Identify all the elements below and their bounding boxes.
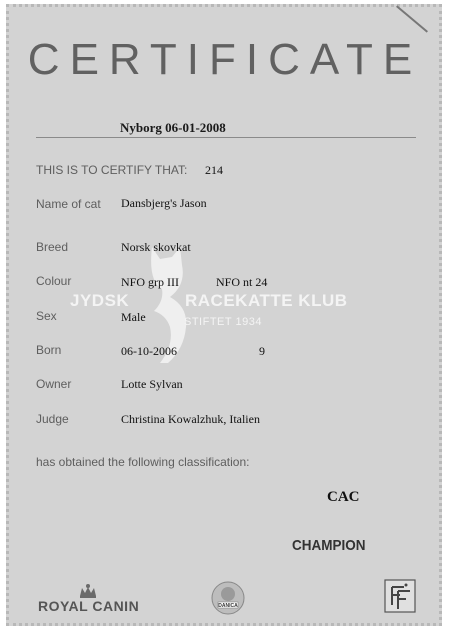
field-label-judge: Judge <box>36 412 69 426</box>
divider-line <box>36 137 416 138</box>
fife-logo-text: FIFe <box>398 613 402 614</box>
field-label-owner: Owner <box>36 377 72 391</box>
field-value-judge: Christina Kowalzhuk, Italien <box>121 412 260 426</box>
watermark-since: STIFTET 1934 <box>184 316 262 328</box>
certificate-title: CERTIFICATE <box>27 35 423 84</box>
watermark-club-name-part2: RACEKATTE KLUB <box>185 291 348 310</box>
field-value-colour-code: NFO nt 24 <box>216 275 268 289</box>
place-date: Nyborg 06-01-2008 <box>120 120 226 135</box>
field-value-name: Dansbjerg's Jason <box>121 196 207 210</box>
field-label-born: Born <box>36 343 62 357</box>
title-awarded: CHAMPION <box>292 537 366 554</box>
field-label-colour: Colour <box>36 274 72 288</box>
field-label-name: Name of cat <box>36 197 101 211</box>
certify-label: THIS IS TO CERTIFY THAT: <box>36 163 188 177</box>
field-value-breed: Norsk skovkat <box>121 240 191 254</box>
danica-logo-icon <box>210 580 246 616</box>
field-value-born-extra: 9 <box>259 344 265 358</box>
field-label-sex: Sex <box>36 309 57 323</box>
field-value-born: 06-10-2006 <box>121 344 177 358</box>
classification-label: has obtained the following classification: <box>36 455 250 469</box>
field-label-breed: Breed <box>36 240 69 254</box>
field-value-colour: NFO grp III <box>121 275 179 289</box>
fife-logo-icon <box>384 579 416 613</box>
watermark-club-name-part1: JYDSK <box>70 291 130 310</box>
field-value-sex: Male <box>121 310 146 324</box>
danica-logo-text: DANICA <box>218 603 238 609</box>
field-value-owner: Lotte Sylvan <box>121 377 183 391</box>
certificate-sheet <box>6 4 442 626</box>
certify-value: 214 <box>205 163 223 177</box>
classification-value: CAC <box>327 489 360 505</box>
royal-canin-logo: ROYAL CANIN <box>38 598 140 614</box>
